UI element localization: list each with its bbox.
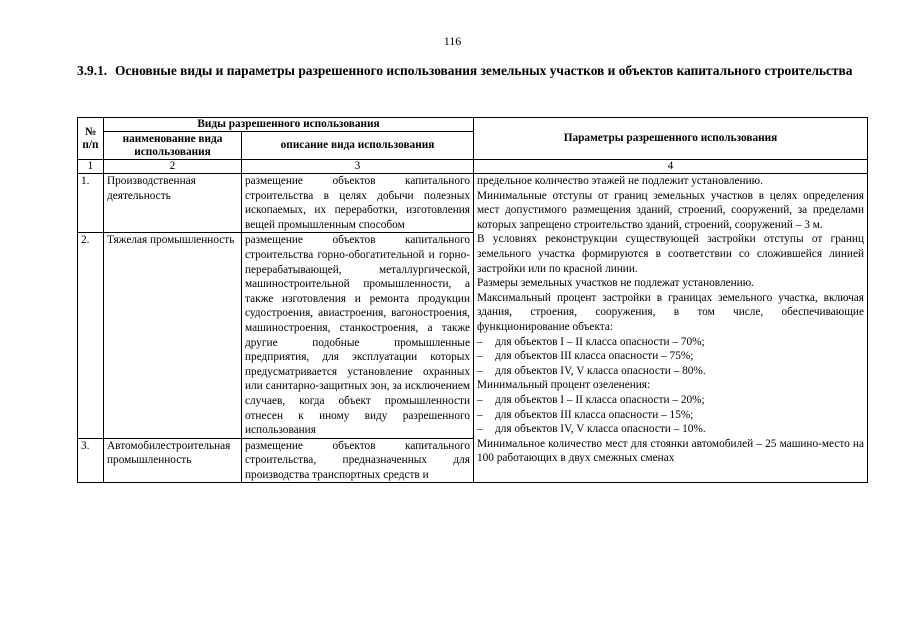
list-item-text: для объектов III класса опасности – 75%; bbox=[495, 350, 694, 363]
list-item-text: для объектов I – II класса опасности – 70%; bbox=[495, 335, 705, 348]
list-item bbox=[477, 408, 864, 423]
col-number-1: 1 bbox=[78, 160, 104, 174]
list-item bbox=[477, 364, 864, 379]
header-num: № п/п bbox=[78, 118, 104, 160]
table-row bbox=[78, 174, 868, 233]
header-name: наименование вида использования bbox=[104, 132, 242, 160]
list-item-text: для объектов IV, V класса опасности – 80%. bbox=[495, 364, 706, 377]
params-paragraph: Размеры земельных участков не подлежат установлению. bbox=[477, 277, 754, 290]
params-paragraph: В условиях реконструкции существующей застройки отступы от границ земельного участка формируются в соответствии со сложившейся линией застройки или по красной линии. bbox=[477, 233, 864, 275]
header-uses-group: Виды разрешенного использования bbox=[104, 118, 474, 132]
dash-marker: – bbox=[477, 364, 483, 377]
dash-marker: – bbox=[477, 335, 483, 348]
page-number: 116 bbox=[443, 34, 462, 48]
section-title bbox=[77, 62, 867, 79]
col-number-4: 4 bbox=[474, 160, 868, 174]
use-name: Автомобилестроительная промышленность bbox=[104, 438, 242, 483]
row-number: 3. bbox=[78, 438, 104, 483]
use-name: Производственная деятельность bbox=[104, 174, 242, 233]
use-description: размещение объектов капитального строительства горно-обогатительной и горно-перерабатывающей, металлургической, машиностроительной промышленности, а также изготовления и ремонта продукции судостроения, авиастроения, вагоностроения, машиностроения, станкостроения, а также другие подобные промышленные предприятия, для эксплуатации которых предусматривается установление охранных или санитарно-защитных зон, за исключением случаев, когда объект промышленности отнесен к иному виду разрешенного использования bbox=[242, 233, 474, 438]
header-description: описание вида использования bbox=[242, 132, 474, 160]
parameters-table bbox=[77, 117, 868, 483]
params-paragraph: Минимальные отступы от границ земельных участков в целях определения мест допустимого размещения зданий, строений, сооружений, за пределами которых запрещено строительство зданий, строений, сооружений – 3 м. bbox=[477, 189, 864, 231]
use-description: размещение объектов капитального строительства в целях добычи полезных ископаемых, их переработки, изготовления вещей промышленным способом bbox=[242, 174, 474, 233]
section-number: 3.9.1. bbox=[77, 63, 108, 78]
row-number: 1. bbox=[78, 174, 104, 233]
params-paragraph: Минимальное количество мест для стоянки автомобилей – 25 машино-место на 100 работающих в двух смежных сменах bbox=[477, 437, 864, 465]
list-item bbox=[477, 422, 864, 437]
list-item bbox=[477, 393, 864, 408]
use-name: Тяжелая промышленность bbox=[104, 233, 242, 438]
params-cell bbox=[474, 174, 868, 483]
col-number-3: 3 bbox=[242, 160, 474, 174]
params-paragraph: Максимальный процент застройки в границах земельного участка, включая здания, строения, сооружения, в том числе, обеспечивающие функционирование объекта: bbox=[477, 291, 864, 333]
list-item-text: для объектов III класса опасности – 15%; bbox=[495, 408, 694, 421]
dash-marker: – bbox=[477, 350, 483, 363]
section-title-text: Основные виды и параметры разрешенного использования земельных участков и объектов капитального строительства bbox=[115, 63, 853, 78]
list-item bbox=[477, 349, 864, 364]
list-item bbox=[477, 335, 864, 350]
list-item-text: для объектов IV, V класса опасности – 10%. bbox=[495, 423, 706, 436]
row-number: 2. bbox=[78, 233, 104, 438]
dash-marker: – bbox=[477, 393, 483, 406]
params-paragraph: предельное количество этажей не подлежит установлению. bbox=[477, 175, 763, 187]
header-row-1 bbox=[78, 118, 868, 132]
col-number-2: 2 bbox=[104, 160, 242, 174]
use-description-cell bbox=[242, 438, 474, 483]
use-description: размещение объектов капитального строительства, предназначенных для производства транспортных средств и bbox=[245, 439, 470, 481]
params-paragraph: Минимальный процент озеленения: bbox=[477, 379, 651, 392]
dash-marker: – bbox=[477, 423, 483, 436]
dash-marker: – bbox=[477, 408, 483, 421]
header-params: Параметры разрешенного использования bbox=[474, 118, 868, 160]
list-item-text: для объектов I – II класса опасности – 20%; bbox=[495, 393, 705, 406]
column-numbers-row bbox=[78, 160, 868, 174]
